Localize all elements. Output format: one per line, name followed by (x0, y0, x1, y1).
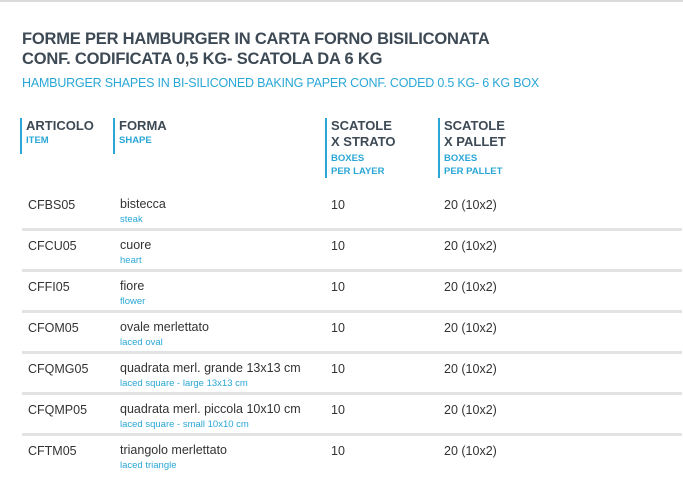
shape-english: laced oval (120, 337, 163, 348)
header-shape-it: FORMA (119, 118, 167, 133)
shape-english: steak (120, 214, 143, 225)
boxes-per-layer: 10 (331, 239, 345, 253)
header-item-it: ARTICOLO (26, 118, 94, 133)
table-row (0, 231, 683, 272)
table-row (0, 272, 683, 313)
boxes-per-layer: 10 (331, 198, 345, 212)
table-row (0, 436, 683, 477)
item-code: CFCU05 (28, 239, 77, 253)
boxes-per-pallet: 20 (10x2) (444, 239, 497, 253)
table-row (0, 313, 683, 354)
shape-italian: quadrata merl. grande 13x13 cm (120, 361, 301, 375)
header-pallet-it-1: SCATOLE (444, 118, 505, 133)
table-row (0, 395, 683, 436)
header-shape-en: SHAPE (119, 135, 152, 146)
header-pallet-en-2: PER PALLET (444, 166, 503, 177)
item-code: CFTM05 (28, 444, 77, 458)
header-layer-it-1: SCATOLE (331, 118, 392, 133)
boxes-per-layer: 10 (331, 321, 345, 335)
shape-italian: ovale merlettato (120, 320, 209, 334)
title-line-1: FORME PER HAMBURGER IN CARTA FORNO BISILICONATA (22, 30, 490, 48)
header-layer-en-1: BOXES (331, 153, 365, 164)
boxes-per-pallet: 20 (10x2) (444, 198, 497, 212)
header-layer-bar (325, 118, 327, 178)
header-pallet-it-2: X PALLET (444, 134, 506, 149)
item-code: CFQMP05 (28, 403, 88, 417)
shape-english: laced square - small 10x10 cm (120, 419, 249, 430)
header-pallet-en-1: BOXES (444, 153, 478, 164)
shape-italian: cuore (120, 238, 152, 252)
header-item-bar (20, 118, 22, 154)
boxes-per-pallet: 20 (10x2) (444, 321, 497, 335)
boxes-per-layer: 10 (331, 280, 345, 294)
boxes-per-layer: 10 (331, 362, 345, 376)
boxes-per-layer: 10 (331, 403, 345, 417)
header-item-en: ITEM (26, 135, 49, 146)
top-rule (0, 0, 683, 2)
shape-english: flower (120, 296, 146, 307)
table-row (0, 354, 683, 395)
shape-english: laced square - large 13x13 cm (120, 378, 248, 389)
subtitle-english: HAMBURGER SHAPES IN BI-SILICONED BAKING PAPER CONF. CODED 0.5 KG- 6 KG BOX (22, 76, 540, 90)
table-row (0, 190, 683, 231)
shape-italian: bistecca (120, 197, 166, 211)
item-code: CFFI05 (28, 280, 70, 294)
shape-italian: triangolo merlettato (120, 443, 228, 457)
boxes-per-pallet: 20 (10x2) (444, 403, 497, 417)
boxes-per-pallet: 20 (10x2) (444, 280, 497, 294)
boxes-per-layer: 10 (331, 444, 345, 458)
item-code: CFOM05 (28, 321, 79, 335)
item-code: CFBS05 (28, 198, 76, 212)
shape-italian: quadrata merl. piccola 10x10 cm (120, 402, 301, 416)
item-code: CFQMG05 (28, 362, 89, 376)
boxes-per-pallet: 20 (10x2) (444, 444, 497, 458)
header-shape-bar (113, 118, 115, 154)
header-layer-en-2: PER LAYER (331, 166, 385, 177)
shape-italian: fiore (120, 279, 145, 293)
shape-english: heart (120, 255, 142, 266)
shape-english: laced triangle (120, 460, 177, 471)
header-pallet-bar (438, 118, 440, 178)
boxes-per-pallet: 20 (10x2) (444, 362, 497, 376)
title-line-2: CONF. CODIFICATA 0,5 KG- SCATOLA DA 6 KG (22, 50, 383, 68)
header-layer-it-2: X STRATO (331, 134, 396, 149)
